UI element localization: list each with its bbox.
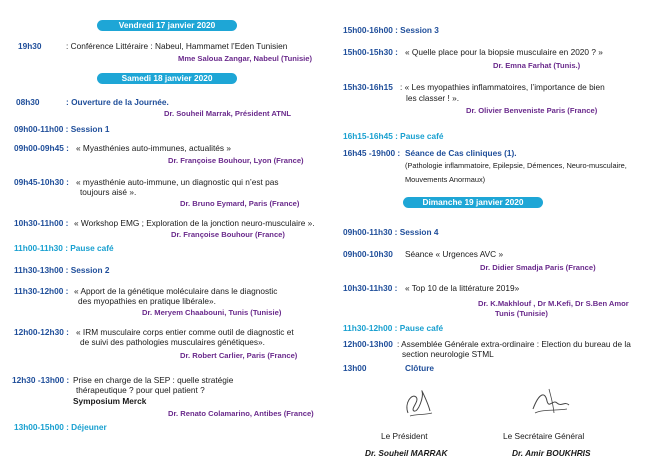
session-2-header: 11h30-13h00 : Session 2 [14,265,110,275]
event-time: 15h30-16h15 [343,82,393,92]
speaker: Mme Saloua Zangar, Nabeul (Tunisie) [178,54,313,63]
event-title: : « Les myopathies inflammatoires, l’importance de bien [400,82,605,92]
event-time: 15h00-15h30 : [343,47,398,57]
speaker: Dr. Françoise Bouhour (France) [171,230,285,239]
speaker: Dr. Meryem Chaabouni, Tunis (Tunisie) [142,308,282,317]
event-time: 12h00-13h00 [343,339,393,349]
event-title: Clôture [405,363,435,373]
event-title: Séance de Cas cliniques (1). [405,148,517,158]
lunch-break: 13h00-15h00 : Déjeuner [14,422,107,432]
secretary-role: Le Secrétaire Général [503,431,585,441]
event-title: Prise en charge de la SEP : quelle stratégie [73,375,234,385]
speaker: Dr. Renato Colamarino, Antibes (France) [168,409,314,418]
event-title-cont: toujours aisé ». [80,187,137,197]
secretary-signature [527,383,573,423]
event-title: : Assemblée Générale extra-ordinaire : Election du bureau de la [397,339,631,349]
secretary-name: Dr. Amir BOUKHRIS [512,448,591,458]
president-name: Dr. Souheil MARRAK [365,448,448,458]
event-title: « myasthénie auto-immune, un diagnostic qui n’est pas [76,177,279,187]
event-title: : Ouverture de la Journée. [66,97,169,107]
session-3-header: 15h00-16h00 : Session 3 [343,25,439,35]
event-title: « IRM musculaire corps entier comme outil de diagnostic et [76,327,294,337]
coffee-break: 11h00-11h30 : Pause café [14,243,114,253]
event-time: 10h30-11h00 : [14,218,69,228]
event-title: « Top 10 de la littérature 2019» [405,283,520,293]
event-time: 09h00-10h30 [343,249,393,259]
speaker: Dr. Bruno Eymard, Paris (France) [180,199,300,208]
day-header-saturday: Samedi 18 janvier 2020 [97,73,237,84]
coffee-break: 16h15-16h45 : Pause café [343,131,444,141]
speaker: Dr. K.Makhlouf , Dr M.Kefi, Dr S.Ben Amor [478,299,629,308]
event-time: 13h00 [343,363,367,373]
day-header-sunday: Dimanche 19 janvier 2020 [403,197,543,208]
event-title: « Workshop EMG ; Exploration de la jonction neuro-musculaire ». [74,218,315,228]
speaker-location: Tunis (Tunisie) [495,309,548,318]
event-time: 12h30 -13h00 : [12,375,70,385]
event-title: « Myasthénies auto-immunes, actualités » [76,143,231,153]
event-time: 10h30-11h30 : [343,283,398,293]
event-time: 09h45-10h30 : [14,177,69,187]
speaker: Dr. Didier Smadja Paris (France) [480,263,596,272]
event-time: 08h30 [16,97,40,107]
event-time: 12h00-12h30 : [14,327,69,337]
session-1-header: 09h00-11h00 : Session 1 [14,124,110,134]
event-title: « Apport de la génétique moléculaire dans le diagnostic [74,286,278,296]
event-title-cont: des myopathies en pratique libérale». [78,296,216,306]
symposium-label: Symposium Merck [73,396,147,406]
event-title-cont: thérapeutique ? pour quel patient ? [76,385,205,395]
speaker: Dr. Olivier Benveniste Paris (France) [466,106,598,115]
speaker: Dr. Robert Carlier, Paris (France) [180,351,298,360]
event-title: : Conférence Littéraire : Nabeul, Hammamet l’Eden Tunisien [66,41,288,51]
event-title-cont: les classer ! ». [406,93,460,103]
event-time: 09h00-09h45 : [14,143,69,153]
event-time: 11h30-12h00 : [14,286,69,296]
event-time: 16h45 -19h00 : [343,148,401,158]
event-title-cont: de suivi des pathologies musculaires génétiques». [80,337,265,347]
event-title-cont: section neurologie STML [402,349,494,359]
event-title: « Quelle place pour la biopsie musculaire en 2020 ? » [405,47,603,57]
session-4-header: 09h00-11h30 : Session 4 [343,227,439,237]
day-header-friday: Vendredi 17 janvier 2020 [97,20,237,31]
event-time: 19h30 [18,41,42,51]
president-role: Le Président [381,431,428,441]
speaker: Dr. Souheil Marrak, Président ATNL [164,109,292,118]
event-title: Séance « Urgences AVC » [405,249,504,259]
event-subtitle: Mouvements Anormaux) [405,175,486,184]
coffee-break: 11h30-12h00 : Pause café [343,323,444,333]
speaker: Dr. Françoise Bouhour, Lyon (France) [168,156,304,165]
event-subtitle: (Pathologie inflammatoire, Epilepsie, Démences, Neuro-musculaire, [405,161,627,170]
president-signature [398,383,440,423]
speaker: Dr. Emna Farhat (Tunis.) [493,61,581,70]
